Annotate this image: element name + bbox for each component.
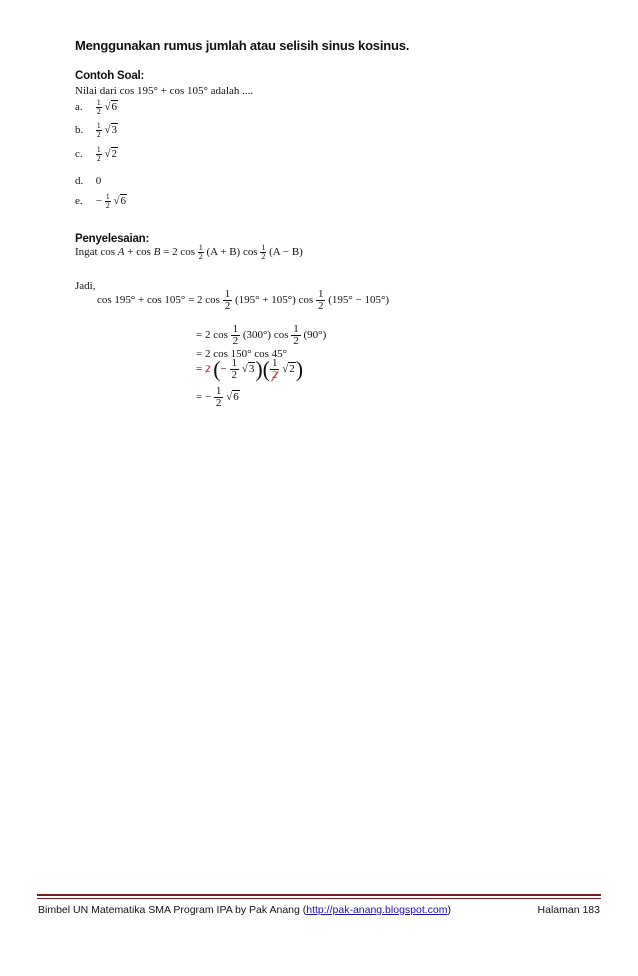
square-root: √6 xyxy=(104,101,118,114)
option-letter: c. xyxy=(75,148,83,161)
blog-link[interactable]: http://pak-anang.blogspot.com xyxy=(306,904,448,916)
example-label: Contoh Soal: xyxy=(75,70,145,82)
question-text: Nilai dari cos 195° + cos 105° adalah .... xyxy=(75,85,254,97)
fraction: $\frac{1}{2}$ xyxy=(232,323,239,347)
page-number: Halaman 183 xyxy=(537,904,600,916)
identity-formula: Ingat cos A + cos B = 2 cos $\frac{1}{2}$ (A + B) cos $\frac{1}{2}$ (A − B) xyxy=(75,243,303,261)
minus-sign: − xyxy=(95,195,102,208)
fraction: $\frac{1}{2}$ xyxy=(317,288,324,312)
fraction: $\frac{1}{2}$ xyxy=(96,145,101,163)
step-4: = 2 (− $\frac{1}{2}$ √3)( $\frac{1}{2}$ √2) xyxy=(196,356,304,382)
footer-rule xyxy=(37,894,601,896)
fraction: $\frac{1}{2}$ xyxy=(215,385,222,409)
square-root: √2 xyxy=(282,363,295,376)
fraction: $\frac{1}{2}$ xyxy=(261,243,266,261)
option-a xyxy=(75,99,118,116)
page-footer xyxy=(38,904,600,916)
right-paren: ) xyxy=(255,356,263,382)
footer-rule-thin xyxy=(37,898,601,899)
option-value: 0 xyxy=(95,175,102,187)
step-2: = 2 cos $\frac{1}{2}$ (300°) cos $\frac{1}{2}$ (90°) xyxy=(196,323,327,347)
fraction: $\frac{1}{2}$ xyxy=(231,357,238,381)
cancelled-two: 2 xyxy=(204,363,211,376)
left-paren: ( xyxy=(262,356,270,382)
square-root: √3 xyxy=(241,363,255,376)
fraction: $\frac{1}{2}$ xyxy=(105,192,110,210)
step-3: = 2 cos 150° cos 45° xyxy=(196,348,288,360)
step-1: cos 195° + cos 105° = 2 cos $\frac{1}{2}$ (195° + 105°) cos $\frac{1}{2}$ (195° − 105°) xyxy=(97,288,390,312)
option-b xyxy=(75,122,118,139)
option-letter: a. xyxy=(75,101,83,114)
jadi-text: Jadi, xyxy=(75,280,96,292)
fraction: $\frac{1}{2}$ xyxy=(224,288,231,312)
solution-label: Penyelesaian: xyxy=(75,233,150,245)
cancelled-fraction: $\frac{1}{2}$ xyxy=(271,357,278,381)
option-c xyxy=(75,146,118,163)
square-root: √2 xyxy=(104,148,118,161)
right-paren: ) xyxy=(295,356,304,382)
step-5: = − $\frac{1}{2}$ √6 xyxy=(196,385,239,409)
fraction: $\frac{1}{2}$ xyxy=(198,243,203,261)
fraction: $\frac{1}{2}$ xyxy=(96,121,101,139)
square-root: √3 xyxy=(104,124,118,137)
option-letter: e. xyxy=(75,195,83,208)
square-root: √6 xyxy=(113,195,127,208)
section-heading: Menggunakan rumus jumlah atau selisih sinus kosinus. xyxy=(75,38,410,53)
option-e xyxy=(75,193,127,210)
left-paren: ( xyxy=(213,356,221,382)
option-letter: d. xyxy=(75,175,84,187)
footer-left: Bimbel UN Matematika SMA Program IPA by Pak Anang (http://pak-anang.blogspot.com) xyxy=(38,904,452,916)
fraction: $\frac{1}{2}$ xyxy=(293,323,299,347)
square-root: √6 xyxy=(226,391,239,404)
fraction: $\frac{1}{2}$ xyxy=(96,98,101,116)
option-d xyxy=(75,175,101,187)
option-letter: b. xyxy=(75,124,84,137)
